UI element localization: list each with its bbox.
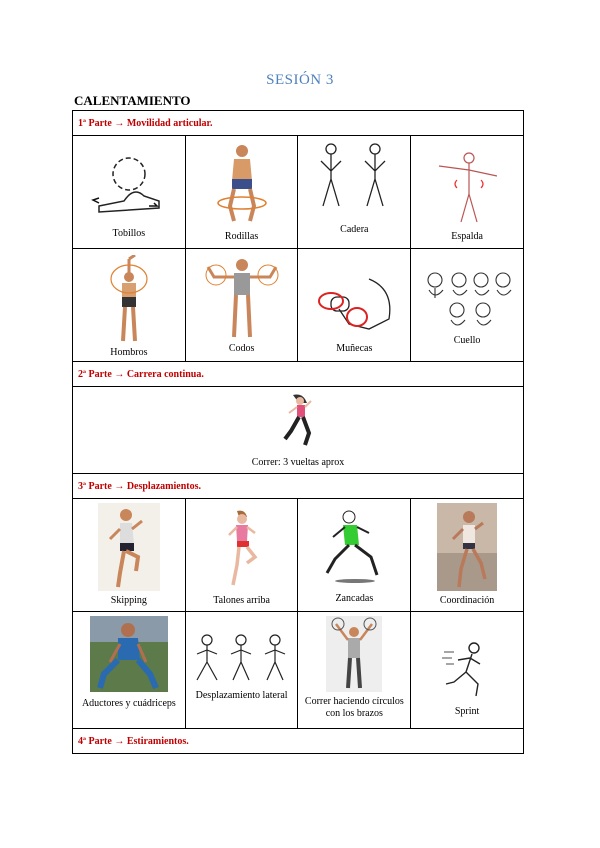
label-talones: Talones arriba [213, 595, 270, 606]
heel-kick-icon [217, 509, 267, 589]
exercise-tobillos [73, 136, 186, 249]
label-circulos-brazos: Correr haciendo círculos con los brazos [304, 696, 404, 719]
arm-circles-icon [326, 616, 382, 692]
coordination-photo [437, 503, 497, 591]
adductor-photo [90, 616, 168, 692]
neck-rotation-icon [417, 264, 517, 334]
skipping-photo [98, 503, 160, 591]
exercise-munecas [298, 249, 411, 362]
label-zancadas: Zancadas [335, 593, 374, 604]
exercise-hombros [73, 249, 186, 362]
exercise-sprint [411, 612, 524, 729]
label-cuello: Cuello [453, 335, 481, 346]
label-rodillas: Rodillas [224, 231, 259, 242]
running-cell [73, 387, 524, 474]
part-2-header: 2ª Parte → Carrera continua. [73, 362, 524, 387]
label-hombros: Hombros [110, 347, 148, 358]
label-lateral: Desplazamiento lateral [195, 690, 288, 701]
exercise-cuello [411, 249, 524, 362]
label-aductores: Aductores y cuádriceps [81, 698, 176, 709]
label-skipping: Skipping [110, 595, 147, 606]
part-4-header: 4ª Parte → Estiramientos. [73, 729, 524, 754]
label-sprint: Sprint [454, 706, 480, 717]
exercise-skipping [73, 499, 186, 612]
runner-icon [279, 393, 319, 448]
label-tobillos: Tobillos [112, 228, 146, 239]
ankle-rotation-icon [89, 146, 169, 226]
wrist-rotation-icon [309, 269, 399, 339]
elbow-circle-icon [202, 255, 282, 340]
lateral-shuffle-icon [189, 632, 295, 684]
hip-rotation-icon [309, 141, 399, 211]
exercise-circulos-brazos [298, 612, 411, 729]
mobility-table [72, 110, 524, 754]
knee-rotation-icon [212, 141, 272, 226]
exercise-rodillas [185, 136, 298, 249]
exercise-zancadas [298, 499, 411, 612]
exercise-aductores [73, 612, 186, 729]
exercise-espalda [411, 136, 524, 249]
stride-icon [319, 507, 389, 587]
sprint-icon [442, 640, 492, 700]
exercise-codos [185, 249, 298, 362]
label-munecas: Muñecas [336, 343, 373, 354]
exercise-lateral [185, 612, 298, 729]
section-heading: CALENTAMIENTO [74, 93, 191, 108]
back-twist-icon [427, 146, 507, 226]
label-correr: Correr: 3 vueltas aprox [251, 457, 345, 468]
label-espalda: Espalda [451, 231, 483, 242]
exercise-cadera [298, 136, 411, 249]
page-title: SESIÓN 3 [266, 72, 334, 88]
shoulder-circle-icon [99, 255, 159, 345]
part-3-header: 3ª Parte → Desplazamientos. [73, 474, 524, 499]
label-codos: Codos [228, 343, 255, 354]
exercise-coordinacion [411, 499, 524, 612]
label-coordinacion: Coordinación [439, 595, 495, 606]
label-cadera: Cadera [340, 224, 369, 235]
exercise-talones [185, 499, 298, 612]
part-1-header: 1ª Parte → Movilidad articular. [73, 111, 524, 136]
